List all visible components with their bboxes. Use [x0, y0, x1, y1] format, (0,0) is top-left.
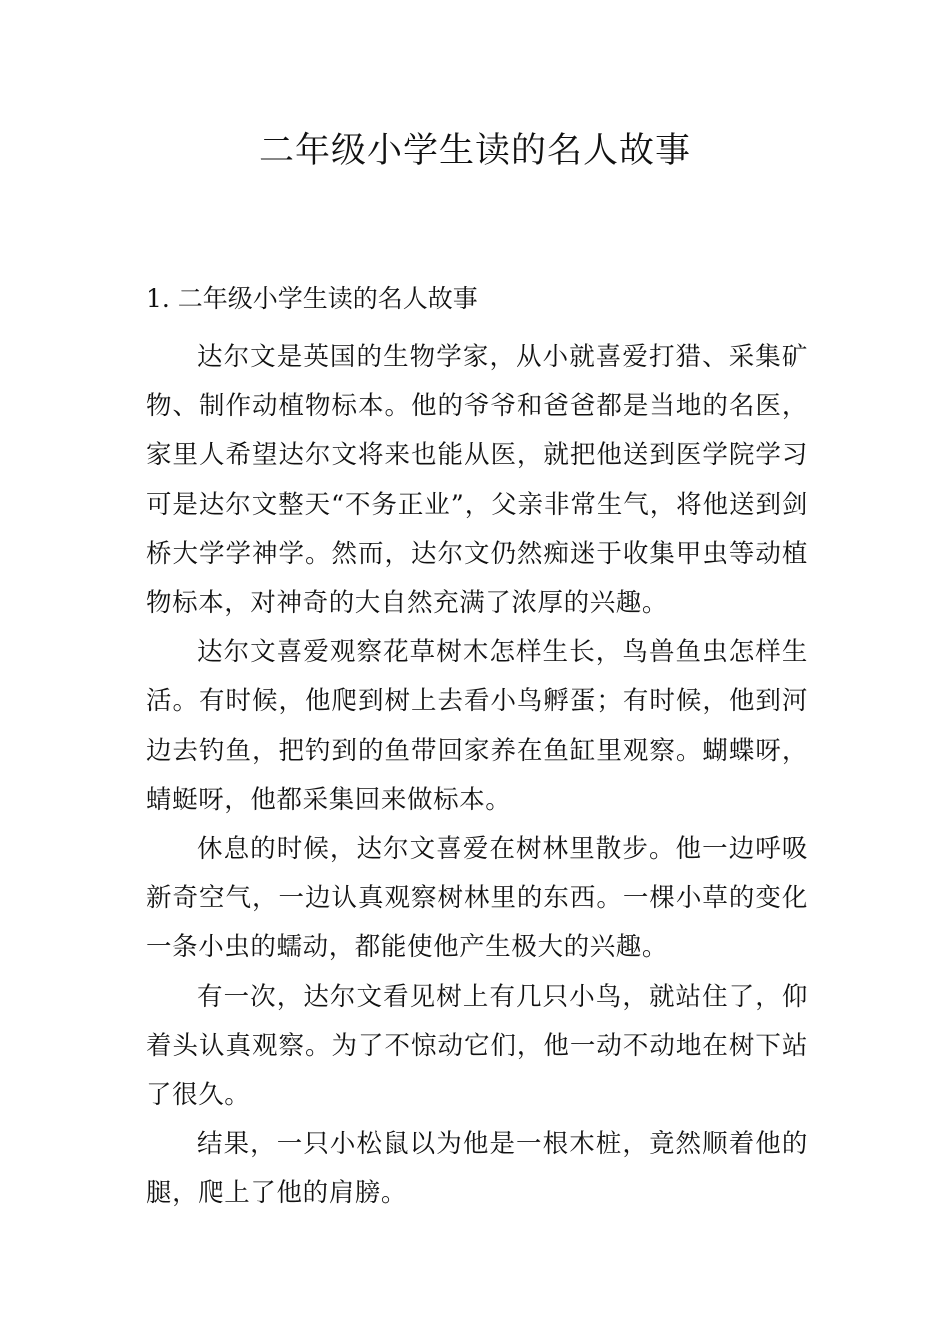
document-title: 二年级小学生读的名人故事 [258, 131, 691, 171]
document-body [146, 333, 808, 1219]
paragraph-5: 结果，一只小松鼠以为他是一根木桩，竟然顺着他的腿，爬上了他的肩膀。 [146, 1129, 808, 1209]
paragraph-2: 达尔文喜爱观察花草树木怎样生长，鸟兽鱼虫怎样生活。有时候，他爬到树上去看小鸟孵蛋；有时候，他到河边去钓鱼，把钓到的鱼带回家养在鱼缸里观察。蝴蝶呀，蜻蜓呀，他都采集回来做标本。 [146, 637, 808, 815]
paragraph-3: 休息的时候，达尔文喜爱在树林里散步。他一边呼吸新奇空气，一边认真观察树林里的东西。一棵小草的变化一条小虫的蠕动，都能使他产生极大的兴趣。 [146, 834, 808, 963]
section-heading: 1. 二年级小学生读的名人故事 [146, 284, 478, 313]
paragraph-1: 达尔文是英国的生物学家，从小就喜爱打猎、采集矿物、制作动植物标本。他的爷爷和爸爸都是当地的名医，家里人希望达尔文将来也能从医，就把他送到医学院学习可是达尔文整天“不务正业”，父亲非常生气，将他送到剑桥大学学神学。然而，达尔文仍然痴迷于收集甲虫等动植物标本，对神奇的大自然充满了浓厚的兴趣。 [146, 342, 808, 619]
paragraph-4: 有一次，达尔文看见树上有几只小鸟，就站住了，仰着头认真观察。为了不惊动它们，他一动不动地在树下站了很久。 [146, 981, 808, 1111]
